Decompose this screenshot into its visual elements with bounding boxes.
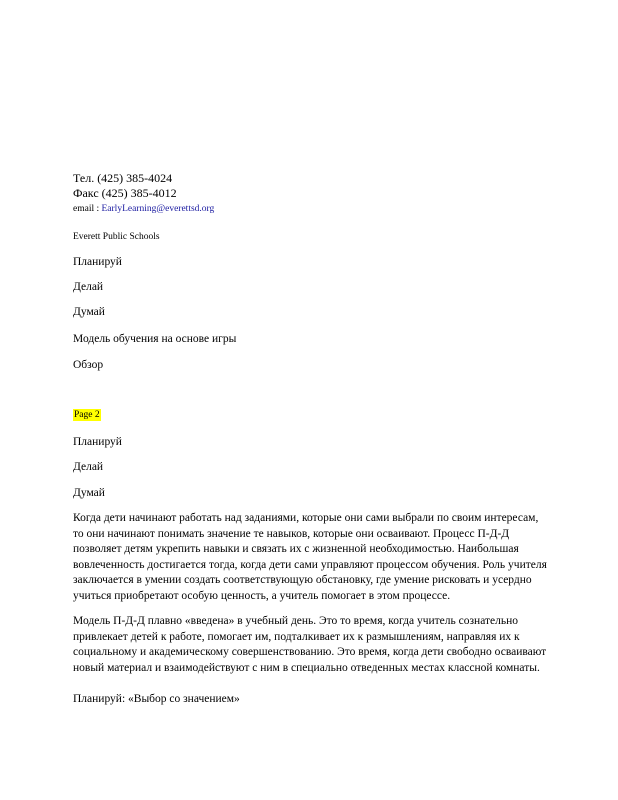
- body-paragraph-1: Когда дети начинают работать над заданиями, которые они сами выбрали по своим интересам, то они начинают понимать значение те навыков, которые они осваивают. Процесс П-Д-Д позволяет детям укрепить навыки и связать их с жизненной необходимостью. Наибольшая вовлеченность достигается тогда, когда дети сами управляют процессом обучения. Роль учителя заключается в умении создать соответствующую обстановку, где умение рисковать и усердно учиться приобретают особую ценность, а учитель помогает в этом процессе.: [73, 512, 547, 602]
- heading-think-2: Думай: [73, 487, 105, 499]
- email-line: [73, 203, 214, 216]
- overview-heading: Обзор: [73, 359, 104, 371]
- body-paragraph-2: Модель П-Д-Д плавно «введена» в учебный день. Это то время, когда учитель сознательно привлекает детей к работе, помогает им, подталкивает их к размышлениям, направляя их к социальному и академическому совершенствованию. Это время, когда дети свободно осваивают новый материал и взаимодействуют с ним в специально отведенных местах классной комнаты.: [73, 615, 547, 674]
- email-link-domain[interactable]: @everettsd: [156, 204, 200, 214]
- model-title: Модель обучения на основе игры: [73, 333, 237, 345]
- heading-plan: Планируй: [73, 256, 122, 268]
- email-link-tld[interactable]: .org: [199, 204, 215, 214]
- organization-name: Everett Public Schools: [73, 232, 160, 242]
- heading-plan-2: Планируй: [73, 436, 122, 448]
- phone-number: Тел. (425) 385-4024: [73, 171, 173, 185]
- email-link-user[interactable]: EarlyLearning: [101, 204, 157, 214]
- fax-number: Факс (425) 385-4012: [73, 186, 177, 200]
- plan-choice-heading: Планируй: «Выбор со значением»: [73, 693, 240, 705]
- email-separator: :: [96, 204, 100, 214]
- contact-block: [73, 171, 214, 216]
- heading-think: Думай: [73, 306, 105, 318]
- page-marker: Page 2: [74, 410, 100, 420]
- email-label: email: [73, 204, 95, 214]
- heading-do-2: Делай: [73, 461, 104, 473]
- heading-do: Делай: [73, 281, 104, 293]
